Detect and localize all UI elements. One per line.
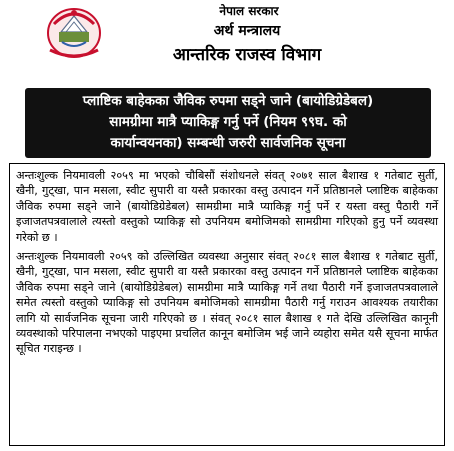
government-name: नेपाल सरकार [219, 4, 279, 18]
letterhead [0, 2, 454, 68]
ministry-name: अर्थ मन्त्रालय [213, 23, 281, 39]
banner-line-2: सामग्रीमा मात्रै प्याकिङ्ग गर्नु पर्ने (नियम ९९घ. को [109, 114, 347, 130]
notice-paragraph-1: अन्तःशुल्क नियमावली २०५९ मा भएको चौबिसौं संशोधनले संवत् २०७१ साल बैशाख १ गतेबाट सुर्ती, खैनी, गुट्खा, पान मसला, स्वीट सुपारी वा यस्तै प्रकारका वस्तु उत्पादन गर्ने प्रतिष्ठानले प्लाष्टिक बाहेकका जैविक रुपमा सड्ने जाने (बायोडिग्रेडेबल) सामग्रीमा मात्रै प्याकिङ्ग गर्नु पर्ने र यस्ता वस्तु पैठारी गर्ने इजाजतपत्रवालाले त्यस्तो वस्तुको प्याकिङ्ग सो उपनियम बमोजिमको सामग्रीमा गरिएको हुनु पर्ने व्यवस्था गरेको छ । [16, 169, 438, 244]
banner-line-1: प्लाष्टिक बाहेकका जैविक रुपमा सड्ने जाने (बायोडिग्रेडेबल) [82, 93, 374, 109]
banner-line-3: कार्यान्वयनका) सम्बन्धी जरुरी सार्वजनिक सूचना [110, 135, 346, 151]
notice-body [9, 163, 445, 446]
notice-paragraph-2: अन्तःशुल्क नियमावली २०५९ को उल्लिखित व्यवस्था अनुसार संवत् २०८१ साल बैशाख १ गतेबाट सुर्ती, खैनी, गुट्खा, पान मसला, स्वीट सुपारी वा यस्तै प्रकारका वस्तु उत्पादन गर्ने प्रतिष्ठानले प्लाष्टिक बाहेकका जैविक रुपमा सड्ने जाने (बायोडिग्रेडेबल) सामग्रीमा मात्रै प्याकिङ्ग गर्ने तथा पैठारी गर्ने इजाजतपत्रवालाले समेत त्यस्तो वस्तुको प्याकिङ्ग सो उपनियम बमोजिमको सामग्रीमा पैठारी गर्नु गराउन आवश्यक तयारीका लागि यो सार्वजनिक सूचना जारी गरिएको छ । संवत् २०८१ साल बैशाख १ गते देखि उल्लिखित कानूनी व्यवस्थाको परिपालना नभएको पाइएमा प्रचलित कानून बमोजिम भई जाने व्यहोरा समेत यसै सूचना मार्फत सूचित गराइन्छ । [16, 250, 438, 356]
department-name: आन्तरिक राजस्व विभाग [172, 45, 322, 65]
notice-title-banner [25, 88, 431, 158]
